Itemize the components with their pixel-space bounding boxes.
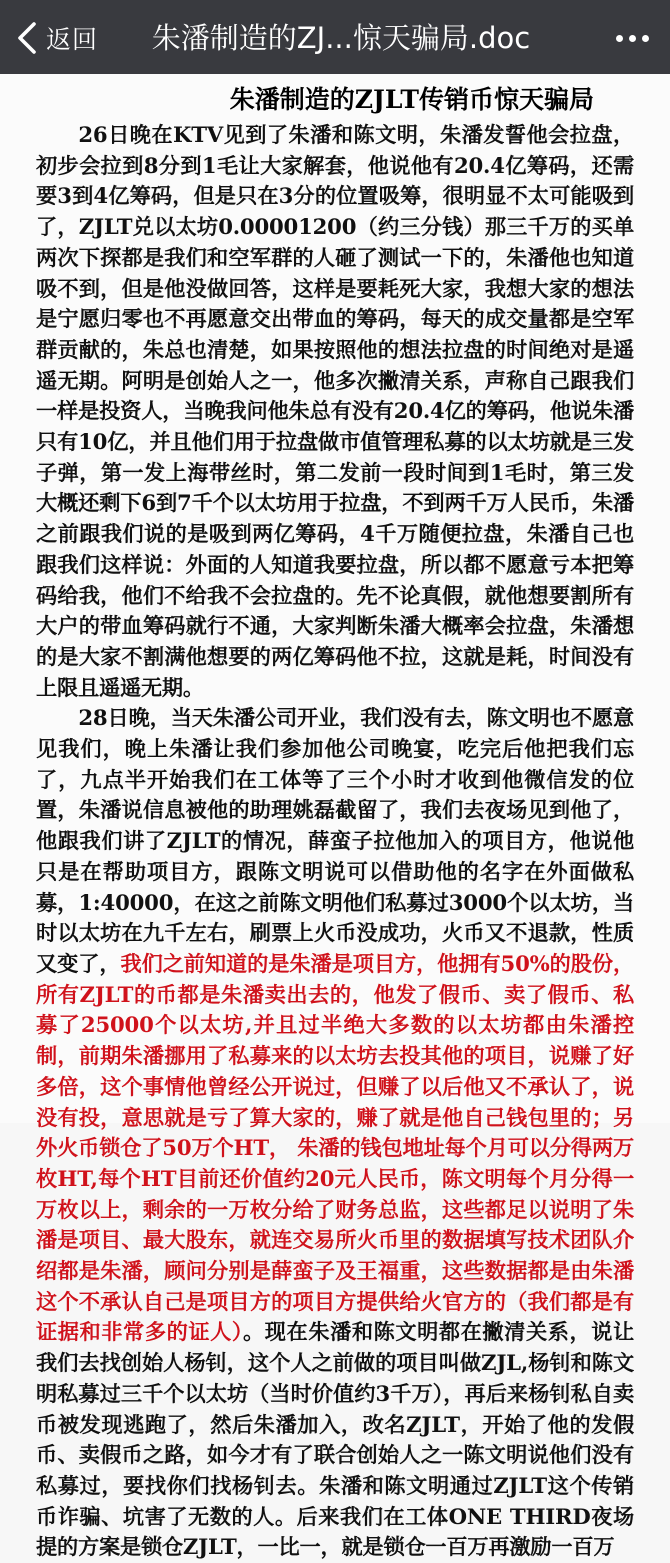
chevron-left-icon [14,20,42,56]
document-body [0,120,670,1563]
highlighted-text: 我们之前知道的是朱潘是项目方，他拥有50%的股份，所有ZJLT的币都是朱潘卖出去的，他发了假币、卖了假币、私募了25000个以太坊,并且过半绝大多数的以太坊都由朱潘控制，前期朱潘挪用了私募来的以太坊去投其他的项目，说赚了好多倍，这个事情他曾经公开说过，但赚了以后他又不承认了，说没有投，意思就是亏了算大家的，赚了就是他自己钱包里的；另外火币锁仓了50万个HT， 朱潘的钱包地址每个月可以分得两万枚HT,每个HT目前还价值约20元人民币，陈文明每个月分得一万枚以上，剩余的一万枚分给了财务总监，这些都足以说明了朱潘是项目、最大股东，就连交易所火币里的数据填写技术团队介绍都是朱潘，顾问分别是薛蛮子及王福重，这些数据都是由朱潘这个不承认自己是项目方的项目方提供给火官方的（我们都是有证据和非常多的证人） [36,950,635,1345]
document-heading: 朱潘制造的ZJLT传销币惊天骗局 [229,85,594,114]
more-options-button[interactable] [612,22,652,54]
back-label: 返回 [46,25,99,54]
more-dots-icon [616,35,623,42]
more-dot [629,35,636,42]
back-button[interactable] [14,18,98,58]
paragraph-2-text: 28日晚，当天朱潘公司开业，我们没有去，陈文明也不愿意见我们，晚上朱潘让我们参加他公司晚宴，吃完后他把我们忘了，九点半开始我们在工体等了三个小时才收到他微信发的位置，朱潘说信息被他的助理姚磊截留了，我们去夜场见到他了，他跟我们讲了ZJLT的情况，薛蛮子拉他加入的项目方，他说他只是在帮助项目方，跟陈文明说可以借助他的名字在外面做私募，1:40000，在这之前陈文明他们私募过3000个以太坊，当时以太坊在九千左右，刷票上火币没成功，火币又不退款，性质又变了， [36,705,634,976]
document-viewer[interactable] [0,74,670,1560]
paragraph-1: 26日晚在KTV见到了朱潘和陈文明，朱潘发誓他会拉盘，初步会拉到8分到1毛让大家解套，他说他有20.4亿筹码，还需要3到4亿筹码，但是只在3分的位置吸筹，很明显不太可能吸到了，ZJLT兑以太坊0.00001200（约三分钱）那三千万的买单两次下探都是我们和空军群的人砸了测试一下的，朱潘他也知道吸不到，但是他没做回答，这样是要耗死大家，我想大家的想法是宁愿归零也不再愿意交出带血的筹码，每天的成交量都是空军群贡献的，朱总也清楚，如果按照他的想法拉盘的时间绝对是遥遥无期。阿明是创始人之一，他多次撇清关系，声称自己跟我们一样是投资人，当晚我问他朱总有没有20.4亿的筹码，他说朱潘只有10亿，并且他们用于拉盘做市值管理私募的以太坊就是三发子弹，第一发上海带丝时，第二发前一段时间到1毛时，第三发大概还剩下6到7千个以太坊用于拉盘，不到两千万人民币，朱潘之前跟我们说的是吸到两亿筹码，4千万随便拉盘，朱潘自己也跟我们这样说：外面的人知道我要拉盘，所以都不愿意亏本把筹码给我，他们不给我不会拉盘的。先不论真假，就他想要割所有大户的带血筹码就行不通，大家判断朱潘大概率会拉盘，朱潘想的是大家不割满他想要的两亿筹码他不拉，这就是耗，时间没有上限且遥遥无期。 [36,122,634,700]
paragraph-2 [36,703,634,1563]
paragraph-2-continued: 。现在朱潘和陈文明都在撇清关系，说让我们去找创始人杨钊，这个人之前做的项目叫做ZJL,杨钊和陈文明私募过三千个以太坊（当时价值约3千万），再后来杨钊私自卖币被发现逃跑了，然后朱潘加入，改名ZJLT，开始了他的发假币、卖假币之路，如今才有了联合创始人之一陈文明说他们没有私募过，要找你们找杨钊去。朱潘和陈文明通过ZJLT这个传销币诈骗、坑害了无数的人。后来我们在工体ONE THIRD夜场提的方案是锁仓ZJLT，一比一，就是锁仓一百万再激励一百万 [36,1319,634,1560]
more-dot [642,35,649,42]
top-nav-bar [0,0,670,74]
document-file-title: 朱潘制造的ZJ...惊天骗局.doc [151,21,531,55]
